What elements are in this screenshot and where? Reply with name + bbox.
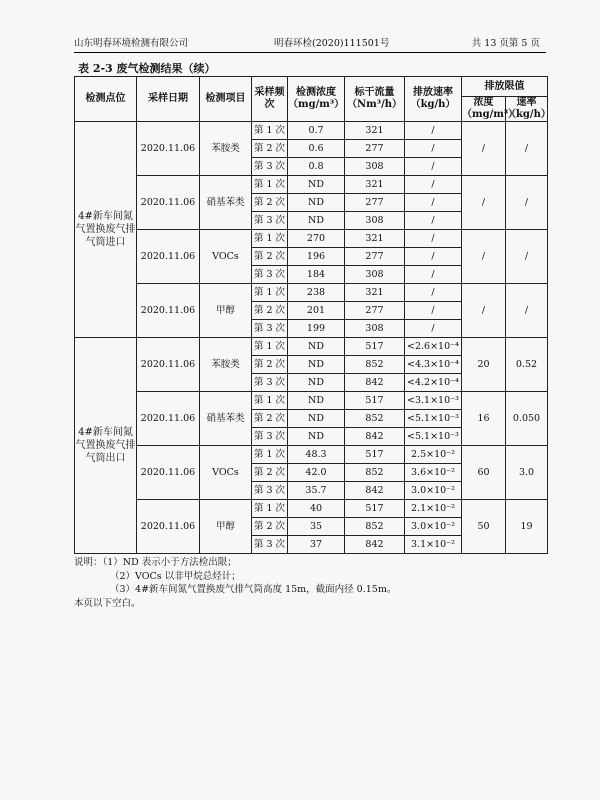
flow-cell: 277 bbox=[345, 140, 405, 158]
limit-rate-cell: 19 bbox=[506, 500, 548, 554]
col-header-item: 检测项目 bbox=[200, 77, 252, 122]
concentration-cell: ND bbox=[288, 428, 345, 446]
emission-rate-cell: / bbox=[405, 320, 462, 338]
notes-label: 说明： bbox=[74, 557, 103, 568]
limit-concentration-cell: 60 bbox=[462, 446, 506, 500]
emission-rate-cell: / bbox=[405, 176, 462, 194]
note-item: （1）ND 表示小于方法检出限； bbox=[102, 557, 237, 568]
table-row bbox=[75, 500, 548, 518]
sampling-date-cell: 2020.11.06 bbox=[137, 446, 200, 500]
test-item-cell: VOCs bbox=[200, 230, 252, 284]
flow-cell: 842 bbox=[345, 536, 405, 554]
concentration-cell: 0.8 bbox=[288, 158, 345, 176]
frequency-cell: 第 1 次 bbox=[252, 230, 288, 248]
col-header-limit-concentration: 浓度（mg/m³） bbox=[462, 97, 519, 120]
frequency-cell: 第 1 次 bbox=[252, 338, 288, 356]
emission-rate-cell: / bbox=[405, 284, 462, 302]
concentration-cell: ND bbox=[288, 374, 345, 392]
table-title: 表 2-3 废气检测结果（续） bbox=[78, 62, 216, 75]
emission-rate-cell: <5.1×10⁻³ bbox=[405, 428, 462, 446]
table-row bbox=[75, 338, 548, 356]
limit-rate-cell: / bbox=[506, 122, 548, 176]
frequency-cell: 第 2 次 bbox=[252, 410, 288, 428]
frequency-cell: 第 2 次 bbox=[252, 464, 288, 482]
concentration-cell: 184 bbox=[288, 266, 345, 284]
test-item-cell: 甲醇 bbox=[200, 500, 252, 554]
flow-cell: 321 bbox=[345, 230, 405, 248]
frequency-cell: 第 3 次 bbox=[252, 374, 288, 392]
limit-concentration-cell: 50 bbox=[462, 500, 506, 554]
concentration-cell: 42.0 bbox=[288, 464, 345, 482]
flow-cell: 842 bbox=[345, 482, 405, 500]
emission-rate-cell: 3.6×10⁻² bbox=[405, 464, 462, 482]
col-header-frequency: 采样频次 bbox=[252, 77, 288, 122]
emission-rate-cell: / bbox=[405, 266, 462, 284]
emission-rate-cell: / bbox=[405, 248, 462, 266]
flow-cell: 308 bbox=[345, 320, 405, 338]
col-header-limit-rate: 速率（kg/h） bbox=[506, 97, 551, 120]
limit-concentration-cell: 16 bbox=[462, 392, 506, 446]
limit-concentration-cell: / bbox=[462, 122, 506, 176]
flow-cell: 308 bbox=[345, 266, 405, 284]
col-header-flow: 标干流量（Nm³/h） bbox=[345, 77, 405, 122]
flow-cell: 852 bbox=[345, 464, 405, 482]
test-item-cell: 甲醇 bbox=[200, 284, 252, 338]
emission-rate-cell: / bbox=[405, 230, 462, 248]
concentration-cell: 0.7 bbox=[288, 122, 345, 140]
concentration-cell: ND bbox=[288, 212, 345, 230]
frequency-cell: 第 3 次 bbox=[252, 266, 288, 284]
flow-cell: 852 bbox=[345, 356, 405, 374]
emission-rate-cell: 2.5×10⁻² bbox=[405, 446, 462, 464]
flow-cell: 277 bbox=[345, 248, 405, 266]
flow-cell: 842 bbox=[345, 428, 405, 446]
concentration-cell: 40 bbox=[288, 500, 345, 518]
flow-cell: 517 bbox=[345, 500, 405, 518]
frequency-cell: 第 3 次 bbox=[252, 158, 288, 176]
page-header bbox=[74, 36, 546, 52]
concentration-cell: 37 bbox=[288, 536, 345, 554]
page-count: 共 13 页第 5 页 bbox=[471, 38, 540, 49]
frequency-cell: 第 1 次 bbox=[252, 122, 288, 140]
concentration-cell: 199 bbox=[288, 320, 345, 338]
limit-rate-cell: 3.0 bbox=[506, 446, 548, 500]
flow-cell: 852 bbox=[345, 410, 405, 428]
frequency-cell: 第 2 次 bbox=[252, 356, 288, 374]
limit-concentration-cell: / bbox=[462, 176, 506, 230]
limit-rate-cell: 0.050 bbox=[506, 392, 548, 446]
frequency-cell: 第 2 次 bbox=[252, 194, 288, 212]
frequency-cell: 第 1 次 bbox=[252, 500, 288, 518]
sampling-date-cell: 2020.11.06 bbox=[137, 284, 200, 338]
concentration-cell: 48.3 bbox=[288, 446, 345, 464]
sampling-date-cell: 2020.11.06 bbox=[137, 122, 200, 176]
concentration-cell: 238 bbox=[288, 284, 345, 302]
flow-cell: 321 bbox=[345, 284, 405, 302]
concentration-cell: 0.6 bbox=[288, 140, 345, 158]
table-row bbox=[75, 392, 548, 410]
test-item-cell: VOCs bbox=[200, 446, 252, 500]
limit-concentration-cell: / bbox=[462, 230, 506, 284]
test-item-cell: 苯胺类 bbox=[200, 122, 252, 176]
concentration-cell: ND bbox=[288, 338, 345, 356]
col-header-limits: 排放限值 bbox=[462, 77, 548, 97]
emission-rate-cell: <4.2×10⁻⁴ bbox=[405, 374, 462, 392]
emission-rate-cell: / bbox=[405, 122, 462, 140]
frequency-cell: 第 2 次 bbox=[252, 248, 288, 266]
table-row bbox=[75, 122, 548, 140]
limit-concentration-cell: 20 bbox=[462, 338, 506, 392]
flow-cell: 517 bbox=[345, 338, 405, 356]
concentration-cell: ND bbox=[288, 410, 345, 428]
note-item: （2）VOCs 以非甲烷总烃计； bbox=[110, 570, 241, 582]
sampling-location-cell: 4#新车间氮气置换废气排气筒进口 bbox=[75, 122, 137, 338]
frequency-cell: 第 1 次 bbox=[252, 176, 288, 194]
concentration-cell: 35 bbox=[288, 518, 345, 536]
table-row bbox=[75, 284, 548, 302]
concentration-cell: ND bbox=[288, 176, 345, 194]
frequency-cell: 第 2 次 bbox=[252, 140, 288, 158]
test-item-cell: 苯胺类 bbox=[200, 338, 252, 392]
limit-rate-cell: / bbox=[506, 230, 548, 284]
emission-rate-cell: / bbox=[405, 158, 462, 176]
test-item-cell: 硝基苯类 bbox=[200, 176, 252, 230]
col-header-location: 检测点位 bbox=[75, 77, 137, 122]
flow-cell: 277 bbox=[345, 194, 405, 212]
table-row bbox=[75, 176, 548, 194]
frequency-cell: 第 1 次 bbox=[252, 392, 288, 410]
flow-cell: 517 bbox=[345, 446, 405, 464]
sampling-date-cell: 2020.11.06 bbox=[137, 500, 200, 554]
sampling-date-cell: 2020.11.06 bbox=[137, 230, 200, 284]
concentration-cell: 270 bbox=[288, 230, 345, 248]
flow-cell: 308 bbox=[345, 158, 405, 176]
emission-rate-cell: <5.1×10⁻³ bbox=[405, 410, 462, 428]
note-item: （3）4#新车间氮气置换废气排气筒高度 15m，截面内径 0.15m。 bbox=[110, 584, 397, 595]
frequency-cell: 第 3 次 bbox=[252, 212, 288, 230]
flow-cell: 517 bbox=[345, 392, 405, 410]
frequency-cell: 第 3 次 bbox=[252, 320, 288, 338]
frequency-cell: 第 3 次 bbox=[252, 482, 288, 500]
emission-rate-cell: 2.1×10⁻² bbox=[405, 500, 462, 518]
concentration-cell: 196 bbox=[288, 248, 345, 266]
exhaust-gas-results-table bbox=[74, 76, 551, 554]
header-divider bbox=[74, 52, 546, 53]
table-row bbox=[75, 230, 548, 248]
emission-rate-cell: 3.0×10⁻² bbox=[405, 518, 462, 536]
frequency-cell: 第 2 次 bbox=[252, 302, 288, 320]
blank-page-note: 本页以下空白。 bbox=[74, 597, 141, 609]
limit-concentration-cell: / bbox=[462, 284, 506, 338]
emission-rate-cell: 3.0×10⁻² bbox=[405, 482, 462, 500]
report-number: 明春环检(2020)111501号 bbox=[274, 38, 390, 49]
frequency-cell: 第 3 次 bbox=[252, 428, 288, 446]
sampling-date-cell: 2020.11.06 bbox=[137, 392, 200, 446]
limit-rate-cell: 0.52 bbox=[506, 338, 548, 392]
col-header-emission-rate: 排放速率（kg/h） bbox=[405, 77, 462, 122]
frequency-cell: 第 1 次 bbox=[252, 284, 288, 302]
frequency-cell: 第 3 次 bbox=[252, 536, 288, 554]
results-body bbox=[75, 122, 548, 554]
emission-rate-cell: / bbox=[405, 212, 462, 230]
emission-rate-cell: / bbox=[405, 194, 462, 212]
emission-rate-cell: <4.3×10⁻⁴ bbox=[405, 356, 462, 374]
frequency-cell: 第 1 次 bbox=[252, 446, 288, 464]
flow-cell: 842 bbox=[345, 374, 405, 392]
notes-section bbox=[74, 556, 547, 610]
sampling-date-cell: 2020.11.06 bbox=[137, 176, 200, 230]
col-header-concentration: 检测浓度（mg/m³） bbox=[288, 77, 345, 122]
concentration-cell: ND bbox=[288, 194, 345, 212]
frequency-cell: 第 2 次 bbox=[252, 518, 288, 536]
limit-rate-cell: / bbox=[506, 284, 548, 338]
flow-cell: 852 bbox=[345, 518, 405, 536]
limit-rate-cell: / bbox=[506, 176, 548, 230]
col-header-date: 采样日期 bbox=[137, 77, 200, 122]
emission-rate-cell: 3.1×10⁻² bbox=[405, 536, 462, 554]
sampling-date-cell: 2020.11.06 bbox=[137, 338, 200, 392]
emission-rate-cell: <3.1×10⁻³ bbox=[405, 392, 462, 410]
flow-cell: 321 bbox=[345, 176, 405, 194]
concentration-cell: 201 bbox=[288, 302, 345, 320]
concentration-cell: ND bbox=[288, 356, 345, 374]
test-item-cell: 硝基苯类 bbox=[200, 392, 252, 446]
table-row bbox=[75, 446, 548, 464]
emission-rate-cell: <2.6×10⁻⁴ bbox=[405, 338, 462, 356]
sampling-location-cell: 4#新车间氮气置换废气排气筒出口 bbox=[75, 338, 137, 554]
flow-cell: 308 bbox=[345, 212, 405, 230]
flow-cell: 321 bbox=[345, 122, 405, 140]
concentration-cell: 35.7 bbox=[288, 482, 345, 500]
concentration-cell: ND bbox=[288, 392, 345, 410]
flow-cell: 277 bbox=[345, 302, 405, 320]
emission-rate-cell: / bbox=[405, 302, 462, 320]
emission-rate-cell: / bbox=[405, 140, 462, 158]
company-name: 山东明春环境检测有限公司 bbox=[74, 38, 189, 49]
